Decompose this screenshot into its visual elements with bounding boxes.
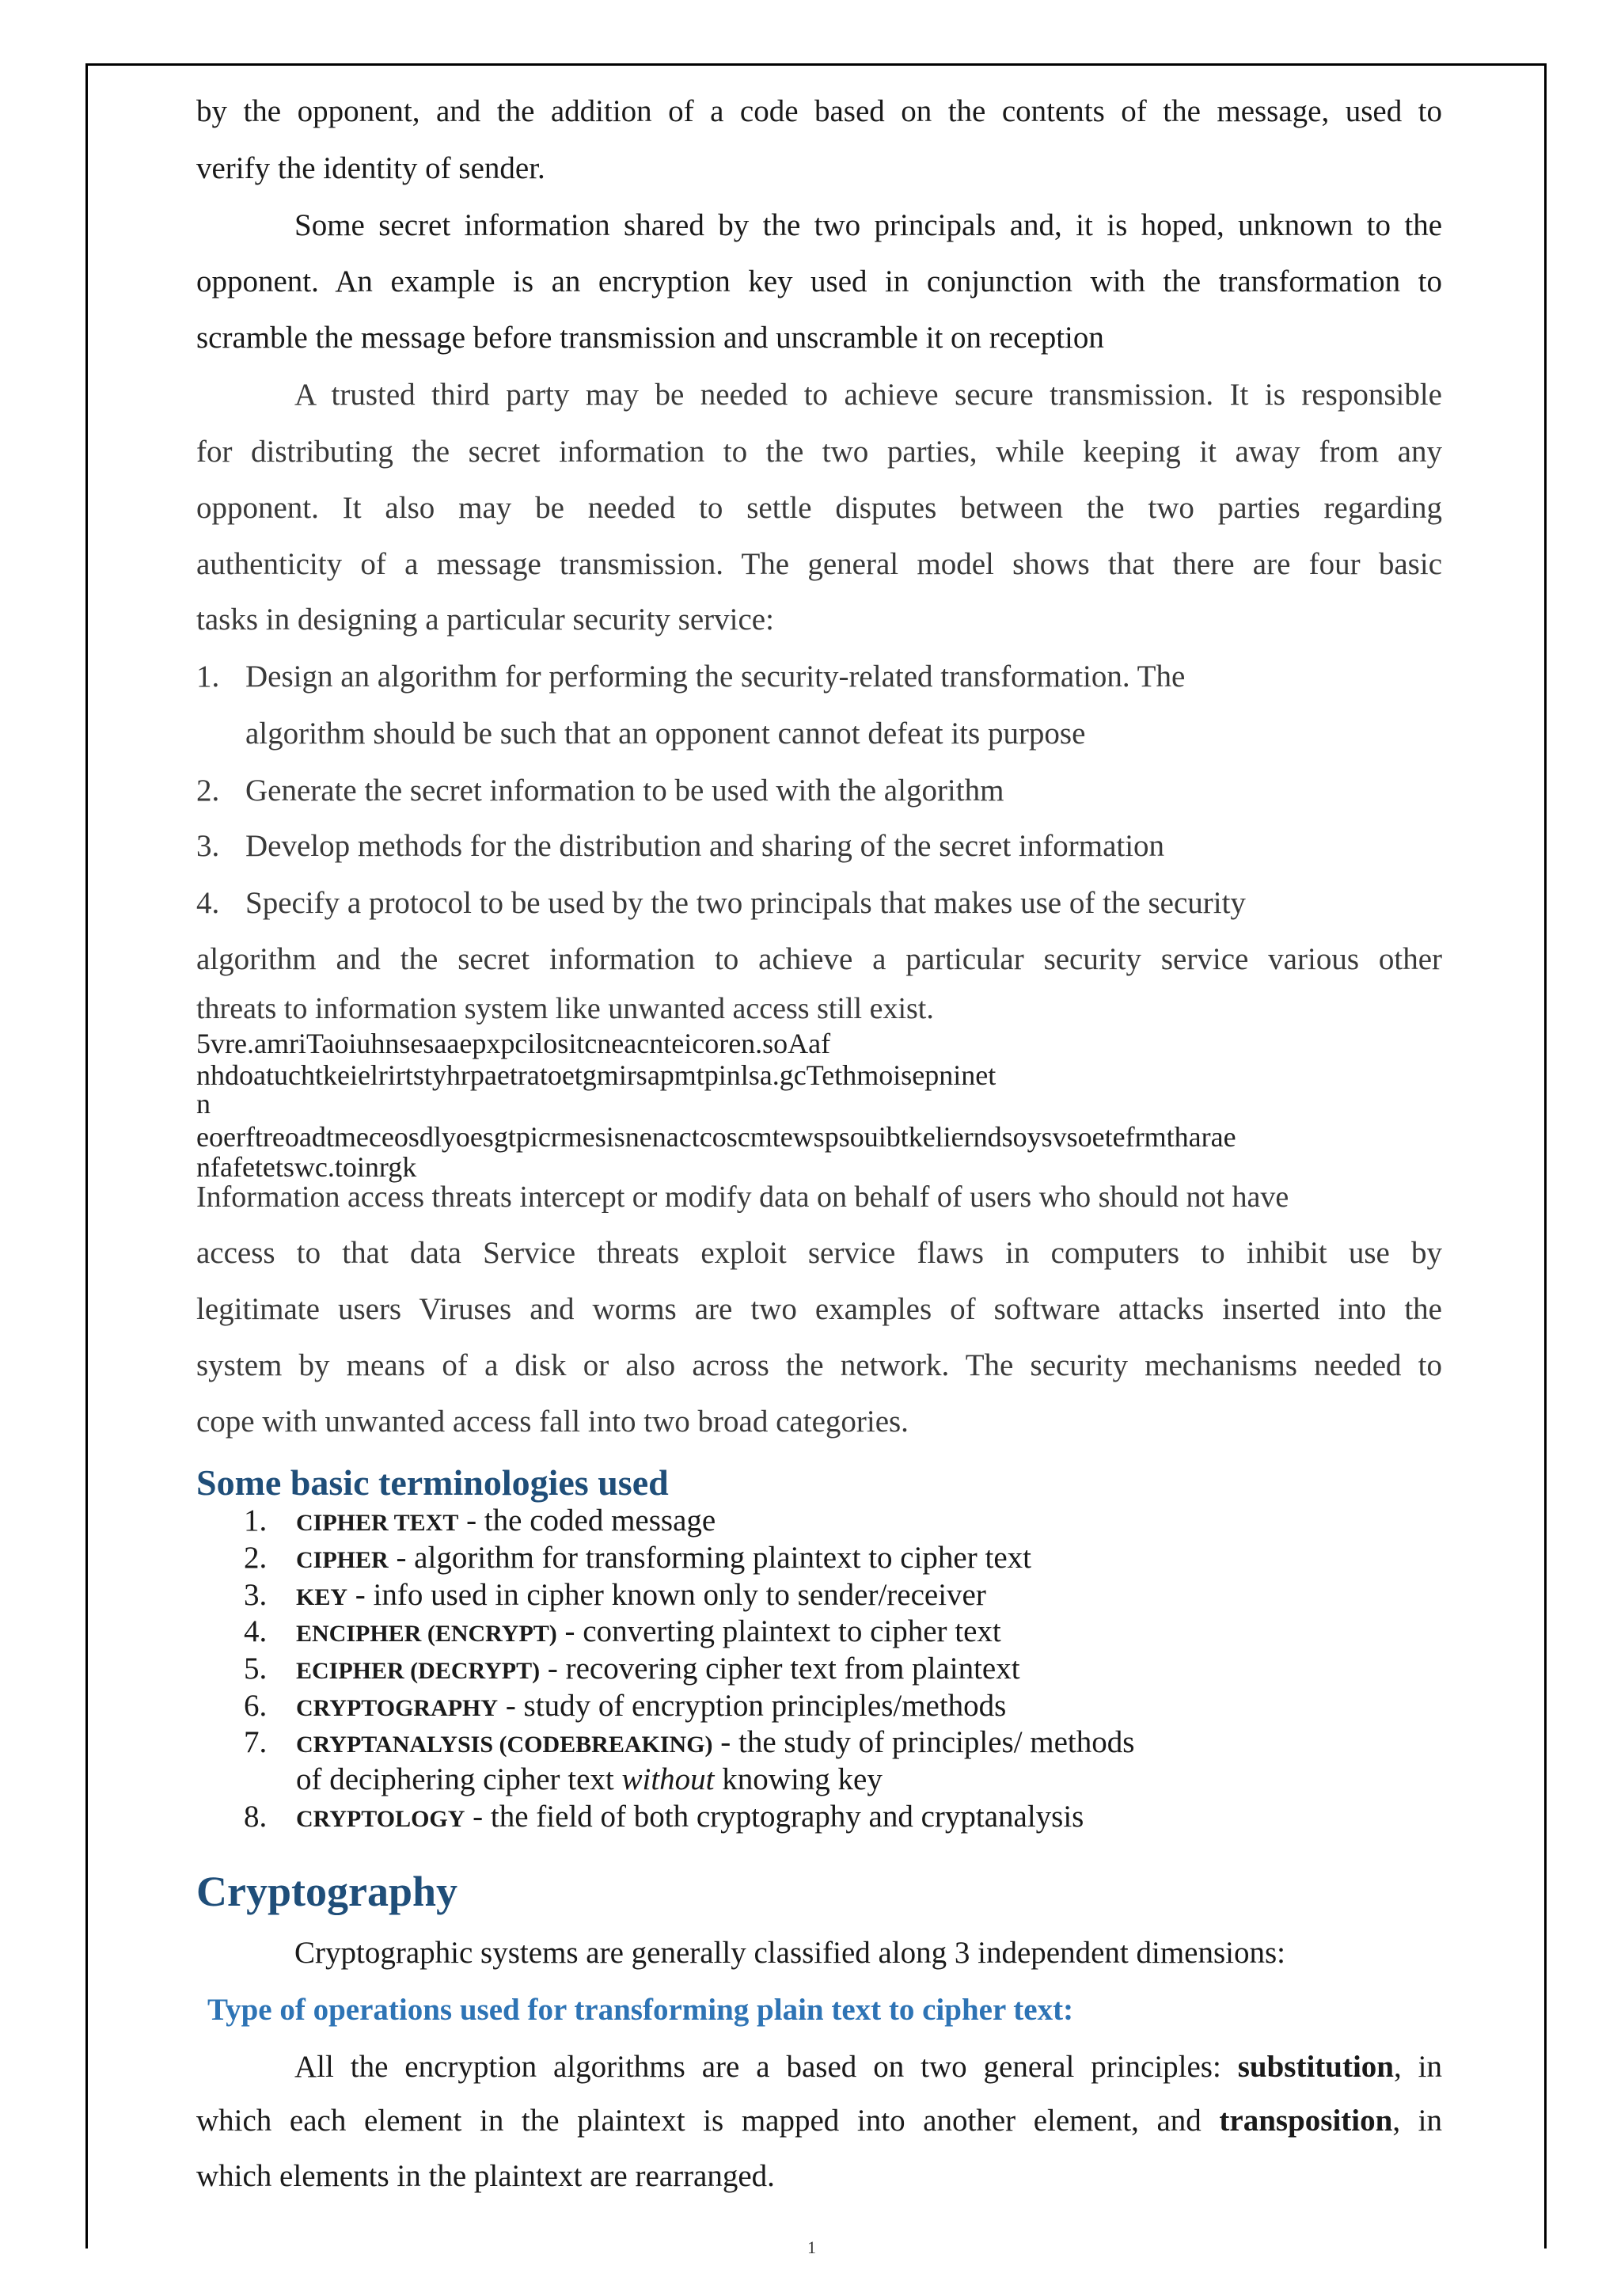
task-item (196, 885, 1442, 922)
text-segment: , in (1392, 2104, 1442, 2138)
term-description: - study of encryption principles/methods (498, 1689, 1007, 1723)
text-segment: All the encryption algorithms are a based on two general principles: (294, 2050, 1238, 2084)
bold-term: substitution (1237, 2050, 1394, 2084)
task-text: Generate the secret information to be used with the algorithm (245, 774, 1004, 808)
task-text: Develop methods for the distribution and sharing of the secret information (245, 829, 1165, 863)
term-name: CRYPTANALYSIS (CODEBREAKING) (296, 1732, 713, 1758)
paragraph-line: Information access threats intercept or modify data on behalf of users who should not have (196, 1180, 1289, 1214)
term-name: CRYPTOGRAPHY (296, 1695, 499, 1721)
subsection-heading: Type of operations used for transforming plain text to cipher text: (207, 1993, 1074, 2027)
task-item (196, 828, 1442, 865)
task-number: 3. (196, 829, 220, 863)
garbled-text: nfafetetswc.toinrgk (196, 1151, 417, 1183)
term-description: - the coded message (458, 1503, 716, 1538)
term-number: 1. (244, 1503, 268, 1538)
terminology-item (244, 1688, 1007, 1727)
term-number: 7. (244, 1725, 268, 1759)
task-item (196, 659, 1442, 695)
garbled-text: 5vre.amriTaoiuhnsesaaepxpcilositcneacnteicoren.soAaf (196, 1028, 831, 1059)
task-number: 1. (196, 660, 220, 694)
text-segment: which each element in the plaintext is mapped into another element, and (196, 2104, 1220, 2138)
term-number: 3. (244, 1578, 268, 1612)
paragraph-line: by the opponent, and the addition of a code based on the contents of the message, used to (196, 94, 1442, 128)
term-emphasis: without (621, 1762, 715, 1796)
term-name: CIPHER TEXT (296, 1510, 459, 1536)
paragraph-line: for distributing the secret information to the two parties, while keeping it away from any (196, 435, 1442, 469)
paragraph-line: A trusted third party may be needed to achieve secure transmission. It is responsible (294, 378, 1442, 412)
term-name: KEY (296, 1584, 348, 1610)
paragraph-line: Cryptographic systems are generally classified along 3 independent dimensions: (294, 1936, 1286, 1970)
section-heading: Cryptography (196, 1868, 458, 1915)
paragraph-line: verify the identity of sender. (196, 151, 545, 185)
paragraph-line: cope with unwanted access fall into two broad categories. (196, 1405, 909, 1439)
term-name: CIPHER (296, 1547, 389, 1573)
paragraph-line: algorithm and the secret information to achieve a particular security service various other (196, 942, 1442, 976)
paragraph-line (196, 2049, 1442, 2085)
text-segment: , in (1394, 2050, 1443, 2084)
garbled-text: n (196, 1088, 211, 1119)
paragraph-line: opponent. An example is an encryption key used in conjunction with the transformation to (196, 264, 1442, 298)
term-name: ENCIPHER (ENCRYPT) (296, 1621, 557, 1647)
term-number: 2. (244, 1541, 268, 1575)
section-heading: Some basic terminologies used (196, 1462, 669, 1503)
term-name: CRYPTOLOGY (296, 1806, 465, 1832)
paragraph-line: Some secret information shared by the two principals and, it is hoped, unknown to the (294, 208, 1442, 242)
task-text: Specify a protocol to be used by the two principals that makes use of the security (245, 886, 1246, 920)
term-description: - the study of principles/ methods (712, 1725, 1135, 1759)
task-number: 2. (196, 774, 220, 808)
term-description: of deciphering cipher text (296, 1762, 622, 1796)
task-number: 4. (196, 886, 220, 920)
terminology-item (244, 1799, 1084, 1838)
terminology-item (244, 1577, 986, 1616)
terminology-item (244, 1614, 1001, 1652)
garbled-text: nhdoatuchtkeielrirtstyhrpaetratoetgmirsapmtpinlsa.gcTethmoisepninet (196, 1059, 997, 1091)
term-number: 8. (244, 1800, 268, 1834)
task-text: Design an algorithm for performing the security-related transformation. The (245, 660, 1186, 694)
term-description: knowing key (714, 1762, 883, 1796)
term-description: - the field of both cryptography and cryptanalysis (465, 1800, 1084, 1834)
term-description: - algorithm for transforming plaintext to cipher text (388, 1541, 1031, 1575)
paragraph-line: legitimate users Viruses and worms are two examples of software attacks inserted into the (196, 1292, 1442, 1326)
term-description: - converting plaintext to cipher text (556, 1614, 1001, 1648)
paragraph-line: opponent. It also may be needed to settle disputes between the two parties regarding (196, 491, 1442, 525)
term-name: ECIPHER (DECRYPT) (296, 1658, 541, 1684)
terminology-item-continued (296, 1762, 883, 1798)
paragraph-line: scramble the message before transmission and unscramble it on reception (196, 321, 1104, 355)
terminology-item (244, 1651, 1020, 1690)
paragraph-line: threats to information system like unwanted access still exist. (196, 992, 934, 1025)
bold-term: transposition (1219, 2104, 1393, 2138)
term-number: 4. (244, 1614, 268, 1648)
paragraph-line: access to that data Service threats exploit service flaws in computers to inhibit use by (196, 1236, 1442, 1270)
paragraph-line (196, 2103, 1442, 2139)
term-description: - info used in cipher known only to sender/receiver (347, 1578, 986, 1612)
paragraph-line: authenticity of a message transmission. The general model shows that there are four basic (196, 547, 1442, 581)
term-number: 5. (244, 1652, 268, 1686)
term-description: - recovering cipher text from plaintext (540, 1652, 1020, 1686)
paragraph-line: tasks in designing a particular security service: (196, 603, 774, 637)
terminology-item (244, 1724, 1135, 1763)
task-item (196, 773, 1442, 809)
term-number: 6. (244, 1689, 268, 1723)
terminology-item (244, 1503, 716, 1541)
paragraph-line: which elements in the plaintext are rearranged. (196, 2159, 775, 2193)
garbled-text: eoerftreoadtmeceosdlyoesgtpicrmesisnenactcoscmtewspsouibtkelierndsoysvsoetefrmtharae (196, 1121, 1236, 1153)
task-text-continued: algorithm should be such that an opponent cannot defeat its purpose (245, 717, 1086, 751)
terminology-item (244, 1540, 1031, 1579)
paragraph-line: system by means of a disk or also across the network. The security mechanisms needed to (196, 1348, 1442, 1382)
page-number: 1 (807, 2237, 816, 2257)
